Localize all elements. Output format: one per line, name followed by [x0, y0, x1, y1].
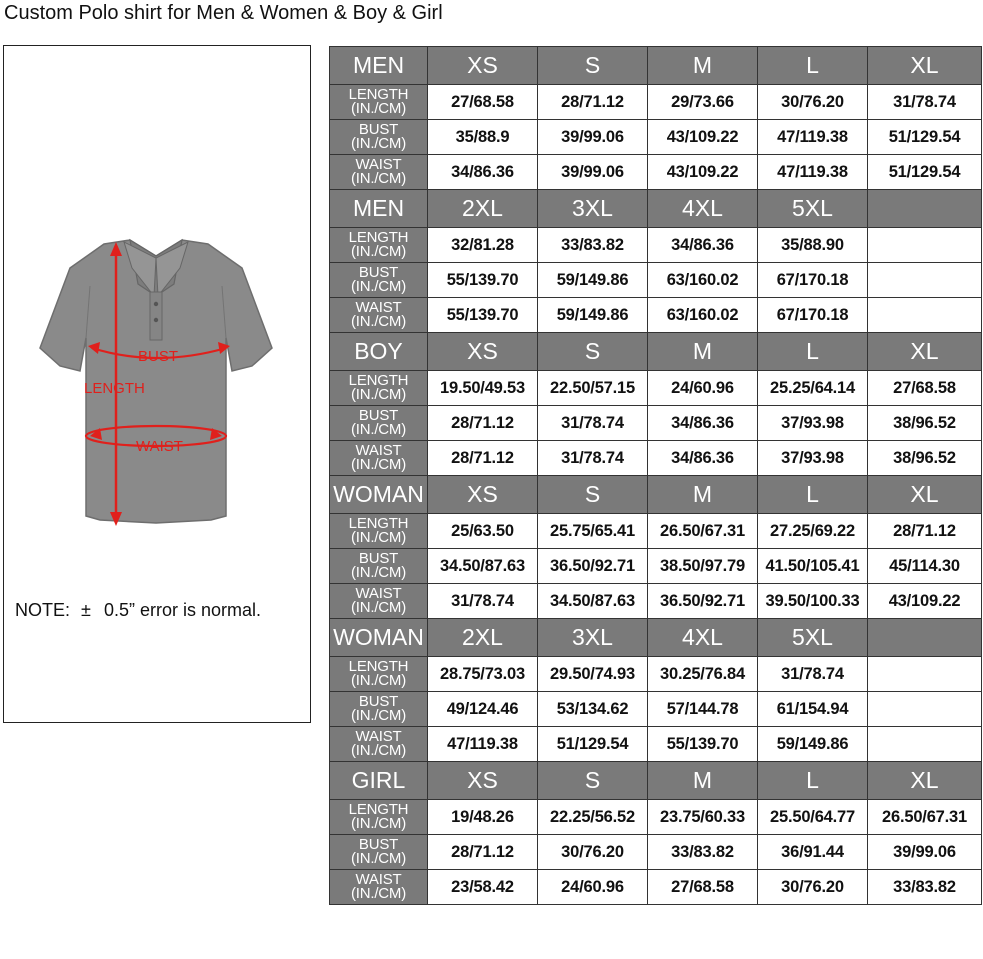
measurement-cell: 38.50/97.79 — [648, 549, 758, 584]
measure-name: BUST — [358, 407, 399, 424]
size-header: L — [758, 333, 868, 371]
measurement-cell: 61/154.94 — [758, 692, 868, 727]
measurement-cell: 51/129.54 — [538, 727, 648, 762]
measure-unit: (IN./CM) — [350, 564, 407, 581]
measurement-cell: 27/68.58 — [648, 870, 758, 905]
length-row-label — [330, 371, 428, 406]
note-prefix: NOTE: — [15, 600, 71, 620]
measurement-cell: 25.75/65.41 — [538, 514, 648, 549]
table-row — [330, 584, 982, 619]
measurement-cell: 38/96.52 — [868, 441, 982, 476]
measurement-cell: 39.50/100.33 — [758, 584, 868, 619]
size-header: 4XL — [648, 619, 758, 657]
length-row-label — [330, 800, 428, 835]
measurement-cell: 51/129.54 — [868, 155, 982, 190]
bust-row-label — [330, 120, 428, 155]
size-header: S — [538, 762, 648, 800]
measure-unit: (IN./CM) — [350, 707, 407, 724]
measurement-cell: 34/86.36 — [428, 155, 538, 190]
bust-row-label — [330, 406, 428, 441]
size-header: S — [538, 476, 648, 514]
measurement-cell: 24/60.96 — [538, 870, 648, 905]
measurement-cell: 31/78.74 — [428, 584, 538, 619]
measurement-cell: 26.50/67.31 — [868, 800, 982, 835]
size-header: 5XL — [758, 190, 868, 228]
measurement-cell: 23/58.42 — [428, 870, 538, 905]
category-label: MEN — [330, 190, 428, 228]
measure-unit: (IN./CM) — [350, 313, 407, 330]
measure-unit: (IN./CM) — [350, 100, 407, 117]
empty-cell — [868, 692, 982, 727]
table-row — [330, 692, 982, 727]
size-header: XS — [428, 47, 538, 85]
measurement-cell: 29.50/74.93 — [538, 657, 648, 692]
measurement-cell: 35/88.90 — [758, 228, 868, 263]
measurement-cell: 39/99.06 — [538, 155, 648, 190]
table-row — [330, 870, 982, 905]
length-row-label — [330, 514, 428, 549]
measurement-cell: 67/170.18 — [758, 263, 868, 298]
section-header-row — [330, 190, 982, 228]
size-header: 2XL — [428, 190, 538, 228]
waist-row-label — [330, 870, 428, 905]
bust-row-label — [330, 549, 428, 584]
size-header: XL — [868, 476, 982, 514]
measurement-cell: 34.50/87.63 — [538, 584, 648, 619]
plus-minus-icon: ± — [81, 600, 91, 620]
table-row — [330, 120, 982, 155]
category-label: GIRL — [330, 762, 428, 800]
table-row — [330, 800, 982, 835]
empty-cell — [868, 263, 982, 298]
measurement-cell: 55/139.70 — [648, 727, 758, 762]
measurement-cell: 43/109.22 — [648, 120, 758, 155]
measurement-cell: 19/48.26 — [428, 800, 538, 835]
size-header: XS — [428, 476, 538, 514]
length-label: LENGTH — [84, 380, 145, 397]
measure-name: LENGTH — [348, 229, 409, 246]
measurement-cell: 33/83.82 — [648, 835, 758, 870]
empty-header-cell — [868, 619, 982, 657]
waist-label: WAIST — [136, 438, 183, 455]
measure-name: LENGTH — [348, 658, 409, 675]
empty-cell — [868, 228, 982, 263]
measurement-cell: 63/160.02 — [648, 298, 758, 333]
category-label: WOMAN — [330, 476, 428, 514]
measurement-cell: 51/129.54 — [868, 120, 982, 155]
measure-unit: (IN./CM) — [350, 243, 407, 260]
measurement-cell: 30/76.20 — [758, 85, 868, 120]
measurement-cell: 28/71.12 — [538, 85, 648, 120]
measurement-cell: 43/109.22 — [868, 584, 982, 619]
table-row — [330, 85, 982, 120]
measurement-cell: 25/63.50 — [428, 514, 538, 549]
measurement-cell: 25.50/64.77 — [758, 800, 868, 835]
measurement-cell: 26.50/67.31 — [648, 514, 758, 549]
measurement-cell: 22.25/56.52 — [538, 800, 648, 835]
table-row — [330, 835, 982, 870]
size-header: L — [758, 47, 868, 85]
measure-unit: (IN./CM) — [350, 885, 407, 902]
measurement-cell: 32/81.28 — [428, 228, 538, 263]
measurement-cell: 67/170.18 — [758, 298, 868, 333]
measure-unit: (IN./CM) — [350, 815, 407, 832]
measurement-cell: 28.75/73.03 — [428, 657, 538, 692]
measurement-cell: 36.50/92.71 — [538, 549, 648, 584]
measurement-cell: 31/78.74 — [758, 657, 868, 692]
bust-row-label — [330, 692, 428, 727]
measure-unit: (IN./CM) — [350, 170, 407, 187]
measurement-cell: 25.25/64.14 — [758, 371, 868, 406]
measurement-cell: 27/68.58 — [428, 85, 538, 120]
table-row — [330, 727, 982, 762]
measurement-cell: 37/93.98 — [758, 406, 868, 441]
empty-cell — [868, 657, 982, 692]
table-row — [330, 371, 982, 406]
measure-unit: (IN./CM) — [350, 529, 407, 546]
measurement-cell: 45/114.30 — [868, 549, 982, 584]
measure-name: LENGTH — [348, 801, 409, 818]
page-title: Custom Polo shirt for Men & Women & Boy & Girl — [4, 2, 443, 24]
measurement-cell: 28/71.12 — [428, 441, 538, 476]
measure-name: WAIST — [355, 299, 402, 316]
measure-unit: (IN./CM) — [350, 672, 407, 689]
size-header: XL — [868, 333, 982, 371]
category-label: WOMAN — [330, 619, 428, 657]
section-header-row — [330, 333, 982, 371]
table-row — [330, 657, 982, 692]
measurement-cell: 39/99.06 — [868, 835, 982, 870]
size-header: M — [648, 333, 758, 371]
size-chart-table — [329, 46, 982, 905]
size-header: 5XL — [758, 619, 868, 657]
measurement-cell: 39/99.06 — [538, 120, 648, 155]
measurement-cell: 59/149.86 — [538, 263, 648, 298]
table-row — [330, 549, 982, 584]
waist-row-label — [330, 584, 428, 619]
measure-name: WAIST — [355, 728, 402, 745]
measure-unit: (IN./CM) — [350, 599, 407, 616]
measurement-cell: 34/86.36 — [648, 441, 758, 476]
size-header: XL — [868, 47, 982, 85]
measurement-cell: 34/86.36 — [648, 228, 758, 263]
measure-name: WAIST — [355, 156, 402, 173]
measurement-cell: 55/139.70 — [428, 298, 538, 333]
measurement-cell: 24/60.96 — [648, 371, 758, 406]
note-text: 0.5” error is normal. — [103, 600, 261, 620]
size-header: S — [538, 333, 648, 371]
size-header: 3XL — [538, 619, 648, 657]
table-row — [330, 406, 982, 441]
size-header: XS — [428, 333, 538, 371]
size-header: XS — [428, 762, 538, 800]
length-row-label — [330, 85, 428, 120]
measure-unit: (IN./CM) — [350, 135, 407, 152]
measure-unit: (IN./CM) — [350, 386, 407, 403]
measurement-cell: 28/71.12 — [428, 406, 538, 441]
empty-header-cell — [868, 190, 982, 228]
measurement-cell: 34.50/87.63 — [428, 549, 538, 584]
empty-cell — [868, 727, 982, 762]
measurement-cell: 23.75/60.33 — [648, 800, 758, 835]
measurement-cell: 29/73.66 — [648, 85, 758, 120]
measure-name: BUST — [358, 693, 399, 710]
size-header: M — [648, 476, 758, 514]
measure-unit: (IN./CM) — [350, 850, 407, 867]
measurement-cell: 47/119.38 — [758, 155, 868, 190]
section-header-row — [330, 619, 982, 657]
measurement-cell: 47/119.38 — [758, 120, 868, 155]
category-label: BOY — [330, 333, 428, 371]
measurement-cell: 28/71.12 — [868, 514, 982, 549]
measurement-cell: 31/78.74 — [538, 441, 648, 476]
measurement-cell: 38/96.52 — [868, 406, 982, 441]
measurement-cell: 36/91.44 — [758, 835, 868, 870]
measure-name: WAIST — [355, 585, 402, 602]
measure-name: WAIST — [355, 871, 402, 888]
size-header: 3XL — [538, 190, 648, 228]
size-header: S — [538, 47, 648, 85]
size-header: 2XL — [428, 619, 538, 657]
measurement-cell: 53/134.62 — [538, 692, 648, 727]
table-row — [330, 441, 982, 476]
measurement-cell: 37/93.98 — [758, 441, 868, 476]
measurement-diagram-panel — [3, 45, 311, 723]
bust-row-label — [330, 263, 428, 298]
measurement-cell: 31/78.74 — [868, 85, 982, 120]
waist-row-label — [330, 727, 428, 762]
measure-name: BUST — [358, 836, 399, 853]
waist-row-label — [330, 298, 428, 333]
table-row — [330, 155, 982, 190]
size-header: L — [758, 762, 868, 800]
measurement-cell: 63/160.02 — [648, 263, 758, 298]
waist-row-label — [330, 441, 428, 476]
measure-name: BUST — [358, 121, 399, 138]
measurement-cell: 59/149.86 — [758, 727, 868, 762]
measurement-cell: 55/139.70 — [428, 263, 538, 298]
size-header: M — [648, 762, 758, 800]
size-header: M — [648, 47, 758, 85]
measure-name: LENGTH — [348, 86, 409, 103]
measure-name: LENGTH — [348, 515, 409, 532]
measurement-cell: 33/83.82 — [868, 870, 982, 905]
length-row-label — [330, 228, 428, 263]
measure-name: LENGTH — [348, 372, 409, 389]
bust-label: BUST — [138, 348, 179, 365]
measurement-cell: 30.25/76.84 — [648, 657, 758, 692]
measurement-cell: 41.50/105.41 — [758, 549, 868, 584]
measurement-cell: 43/109.22 — [648, 155, 758, 190]
table-row — [330, 263, 982, 298]
table-row — [330, 514, 982, 549]
measurement-cell: 27/68.58 — [868, 371, 982, 406]
size-header: L — [758, 476, 868, 514]
section-header-row — [330, 762, 982, 800]
measurement-cell: 27.25/69.22 — [758, 514, 868, 549]
empty-cell — [868, 298, 982, 333]
measurement-cell: 47/119.38 — [428, 727, 538, 762]
measurement-cell: 30/76.20 — [758, 870, 868, 905]
measurement-cell: 19.50/49.53 — [428, 371, 538, 406]
measurement-cell: 33/83.82 — [538, 228, 648, 263]
measurement-cell: 22.50/57.15 — [538, 371, 648, 406]
measurement-cell: 34/86.36 — [648, 406, 758, 441]
table-row — [330, 298, 982, 333]
length-row-label — [330, 657, 428, 692]
measurement-cell: 28/71.12 — [428, 835, 538, 870]
size-header: 4XL — [648, 190, 758, 228]
measurement-cell: 35/88.9 — [428, 120, 538, 155]
section-header-row — [330, 476, 982, 514]
section-header-row — [330, 47, 982, 85]
measure-name: BUST — [358, 550, 399, 567]
measurement-cell: 36.50/92.71 — [648, 584, 758, 619]
measurement-cell: 59/149.86 — [538, 298, 648, 333]
measurement-note — [15, 600, 261, 621]
measurement-cell: 30/76.20 — [538, 835, 648, 870]
measure-unit: (IN./CM) — [350, 456, 407, 473]
waist-row-label — [330, 155, 428, 190]
measure-unit: (IN./CM) — [350, 421, 407, 438]
measurement-cell: 31/78.74 — [538, 406, 648, 441]
measure-name: WAIST — [355, 442, 402, 459]
bust-row-label — [330, 835, 428, 870]
measurement-cell: 49/124.46 — [428, 692, 538, 727]
measurement-cell: 57/144.78 — [648, 692, 758, 727]
category-label: MEN — [330, 47, 428, 85]
size-header: XL — [868, 762, 982, 800]
measure-unit: (IN./CM) — [350, 742, 407, 759]
measure-unit: (IN./CM) — [350, 278, 407, 295]
table-row — [330, 228, 982, 263]
measure-name: BUST — [358, 264, 399, 281]
